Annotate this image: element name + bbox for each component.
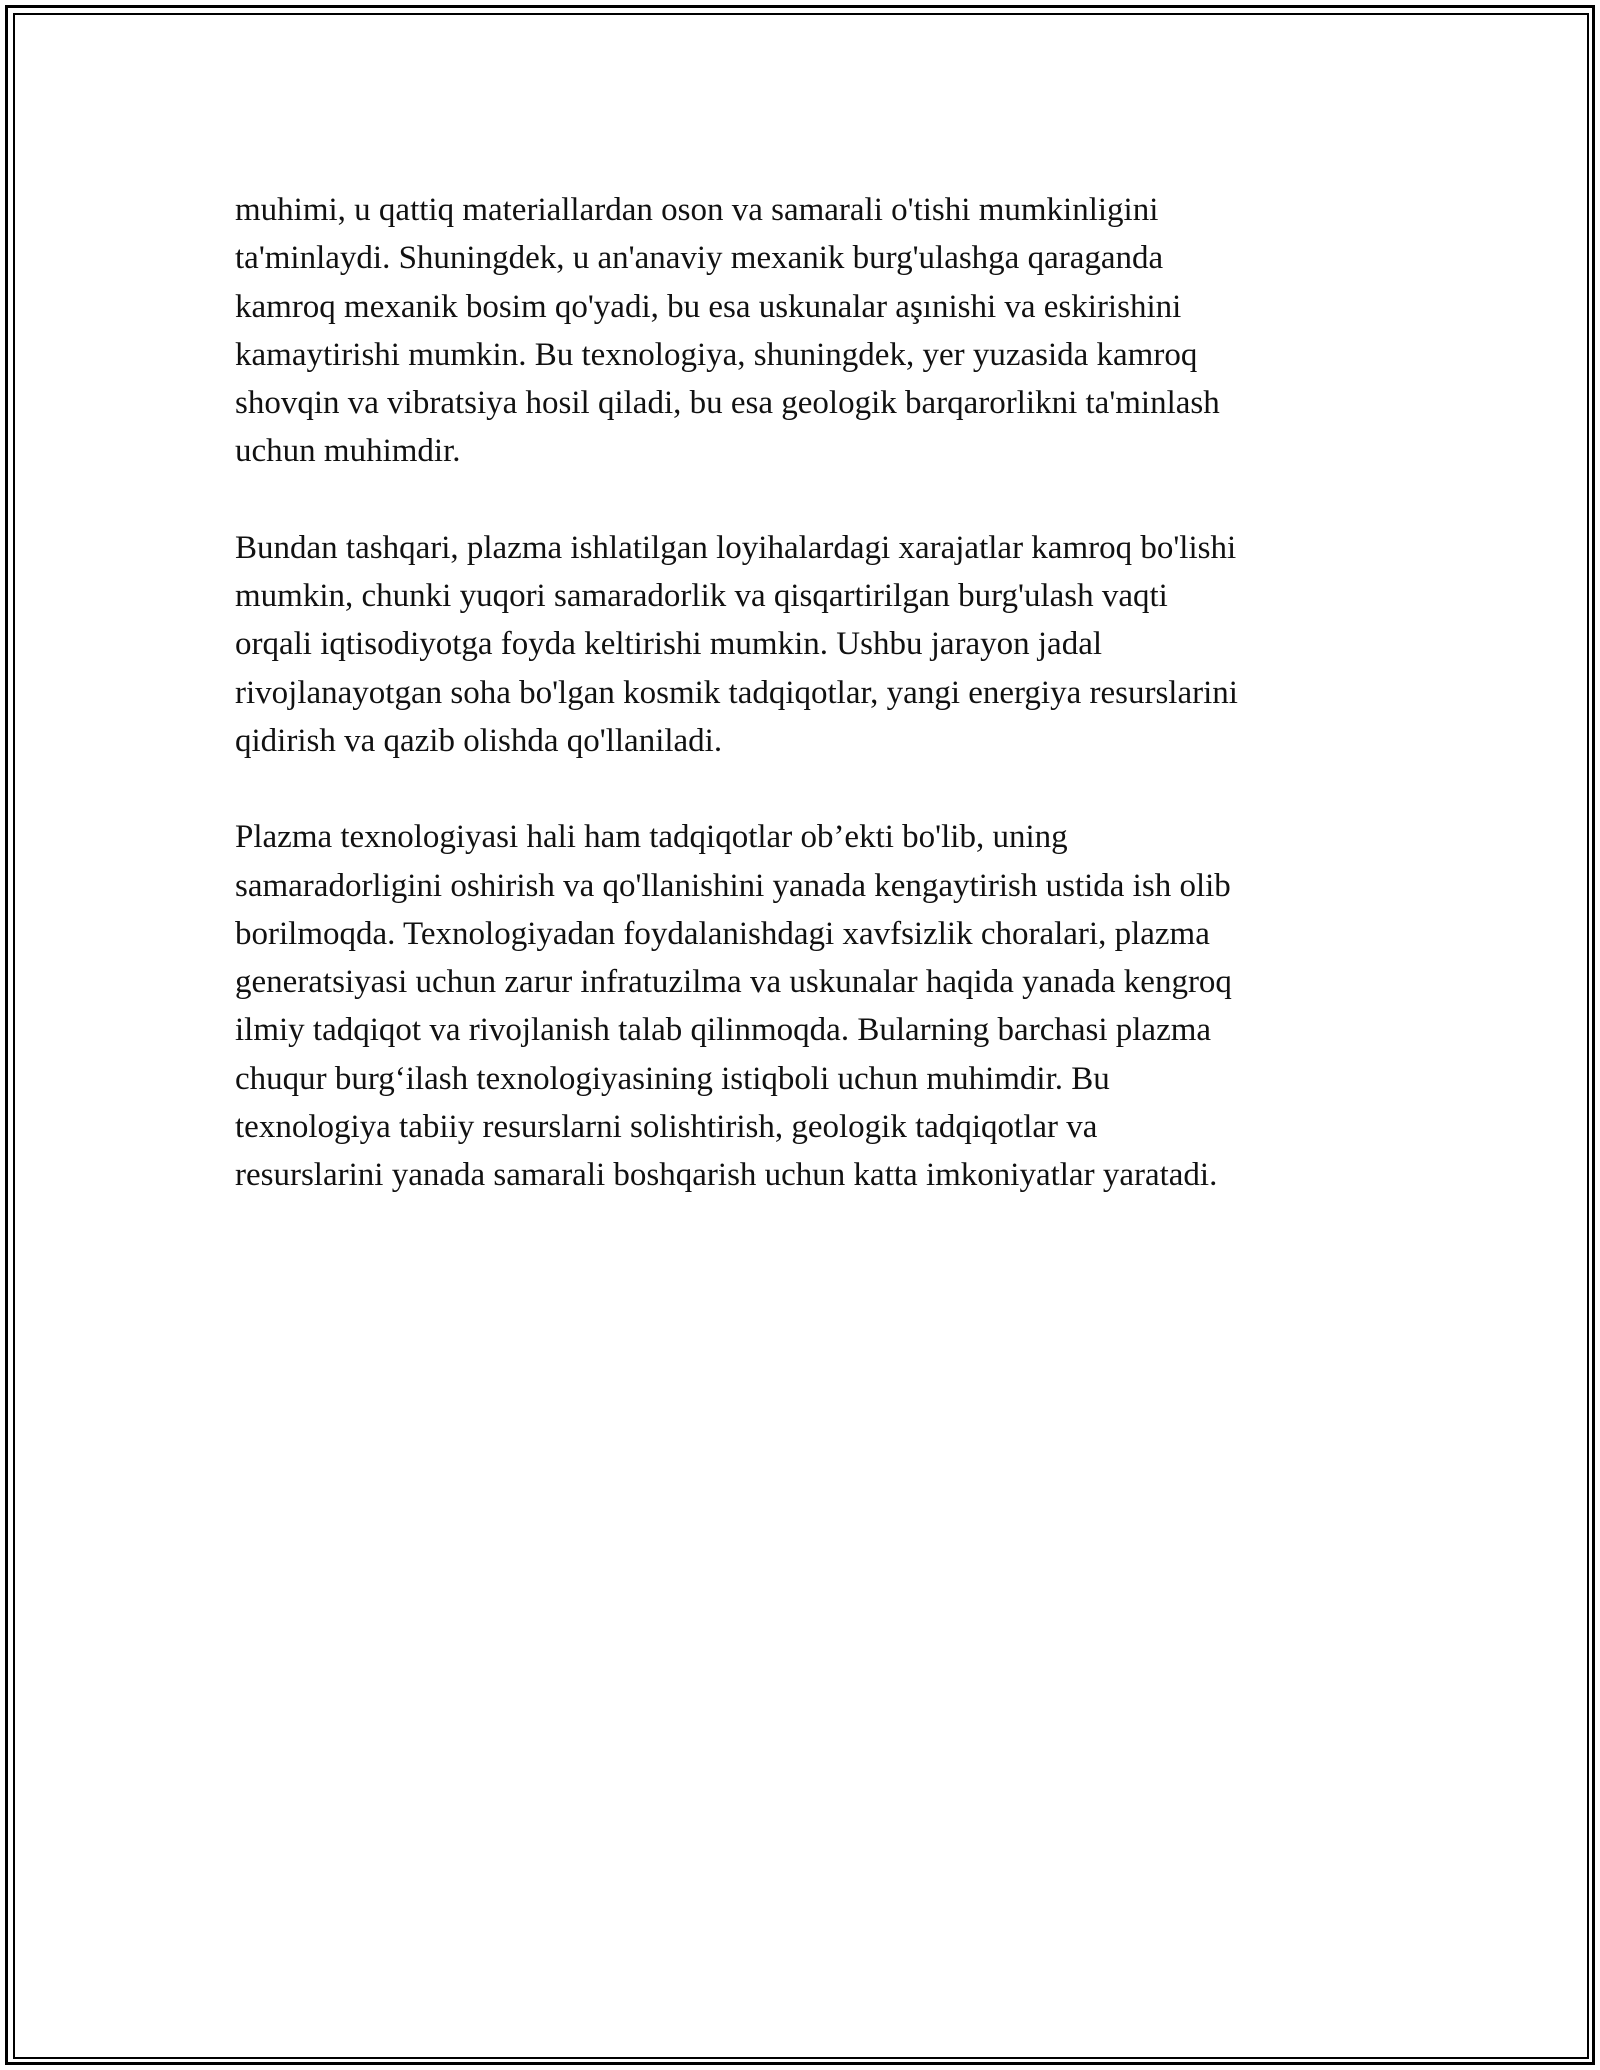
text-line: rivojlanayotgan soha bo'lgan kosmik tadqiqotlar, yangi energiya resurslarini — [235, 674, 1238, 711]
text-line: Plazma texnologiyasi hali ham tadqiqotlar ob’ekti bo'lib, uning — [235, 819, 1068, 856]
text-line: mumkin, chunki yuqori samaradorlik va qisqartirilgan burg'ulash vaqti — [235, 578, 1168, 615]
text-line: samaradorligini oshirish va qo'llanishini yanada kengaytirish ustida ish olib — [235, 867, 1231, 904]
text-line: qidirish va qazib olishda qo'llaniladi. — [235, 722, 723, 759]
text-line: orqali iqtisodiyotga foyda keltirishi mumkin. Ushbu jarayon jadal — [235, 626, 1103, 663]
text-line: kamaytirishi mumkin. Bu texnologiya, shuningdek, yer yuzasida kamroq — [235, 336, 1198, 373]
text-line: texnologiya tabiiy resurslarni solishtirish, geologik tadqiqotlar va — [235, 1109, 1098, 1146]
paragraph-2 — [235, 524, 1375, 765]
text-line: borilmoqda. Texnologiyadan foydalanishdagi xavfsizlik choralari, plazma — [235, 915, 1210, 952]
text-line: kamroq mexanik bosim qo'yadi, bu esa uskunalar aşınishi va eskirishini — [235, 288, 1182, 325]
text-line: chuqur burg‘ilash texnologiyasining istiqboli uchun muhimdir. Bu — [235, 1060, 1110, 1097]
document-body — [235, 186, 1375, 1248]
text-line: muhimi, u qattiq materiallardan oson va samarali o'tishi mumkinligini — [235, 192, 1159, 228]
text-line: shovqin va vibratsiya hosil qiladi, bu esa geologik barqarorlikni ta'minlash — [235, 385, 1220, 422]
text-line: generatsiyasi uchun zarur infratuzilma va uskunalar haqida yanada kengroq — [235, 964, 1232, 1001]
text-line: ilmiy tadqiqot va rivojlanish talab qilinmoqda. Bularning barchasi plazma — [235, 1012, 1212, 1049]
text-line: Bundan tashqari, plazma ishlatilgan loyihalardagi xarajatlar kamroq bo'lishi — [235, 529, 1237, 566]
text-line: ta'minlaydi. Shuningdek, u an'anaviy mexanik burg'ulashga qaraganda — [235, 240, 1164, 277]
paragraph-1 — [235, 186, 1375, 476]
text-line: resurslarini yanada samarali boshqarish uchun katta imkoniyatlar yaratadi. — [235, 1157, 1218, 1194]
paragraph-3 — [235, 813, 1375, 1199]
text-line: uchun muhimdir. — [235, 433, 461, 470]
